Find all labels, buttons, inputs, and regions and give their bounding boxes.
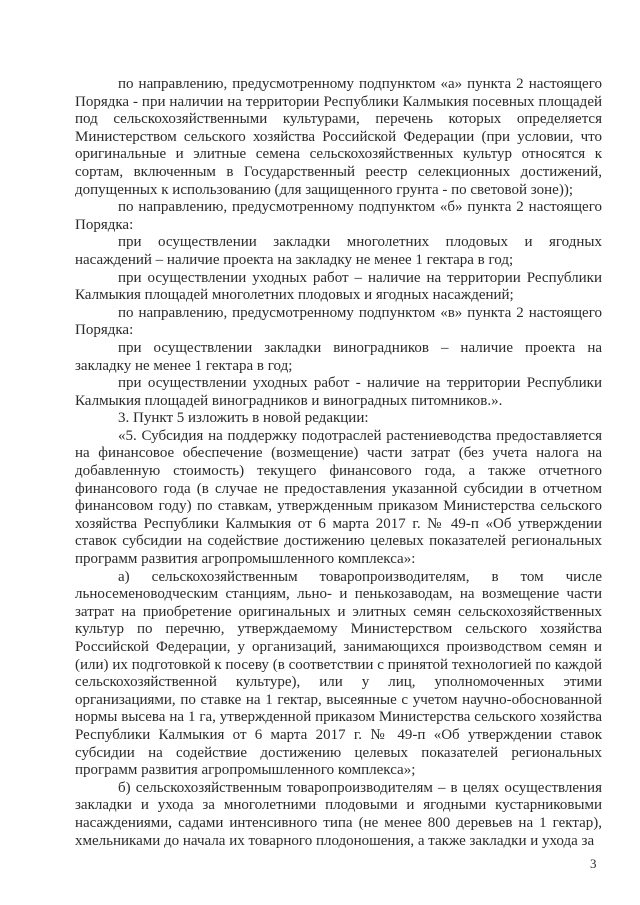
paragraph-orchard-planting: при осуществлении закладки многолетних плодовых и ягодных насаждений – наличие проекта на закладку не менее 1 гектара в год; — [75, 234, 602, 268]
paragraph-item-5: «5. Субсидия на поддержку подотраслей растениеводства предоставляется на финансовое обеспечение (возмещение) части затрат (без учета налога на добавленную стоимость) текущего финансового года, а также отчетного финансового года (в случае не предоставления указанной субсидии в отчетном финансовом году) по ставкам, утвержденным приказом Министерства сельского хозяйства Республики Калмыкия от 6 марта 2017 г. № 49-п «Об утверждении ставок субсидии на содействие достижению целевых показателей региональных программ развития агропромышленного комплекса»: — [75, 427, 602, 568]
paragraph-vineyard-care: при осуществлении уходных работ - наличие на территории Республики Калмыкия площадей виноградников и виноградных питомников.». — [75, 375, 602, 409]
paragraph-item-3: 3. Пункт 5 изложить в новой редакции: — [118, 410, 369, 427]
page-number: 3 — [590, 856, 597, 871]
paragraph-subitem-b: б) сельскохозяйственным товаропроизводителям – в целях осуществления закладки и ухода за многолетними плодовыми и ягодными кустарниковыми насаждениями, садами интенсивного типа (не менее 800 деревьев на 1 гектар), хмельниками до начала их товарного плодоношения, а также закладки и ухода за — [75, 779, 602, 849]
paragraph-subpoint-v: по направлению, предусмотренному подпунктом «в» пункта 2 настоящего Порядка: — [75, 304, 602, 339]
paragraph-orchard-care: при осуществлении уходных работ – наличие на территории Республики Калмыкия площадей многолетних плодовых и ягодных насаждений; — [75, 269, 602, 304]
paragraph-subpoint-b: по направлению, предусмотренному подпунктом «б» пункта 2 настоящего Порядка: — [75, 199, 602, 233]
document-body — [75, 76, 602, 850]
paragraph-subitem-a: а) сельскохозяйственным товаропроизводителям, в том числе льносеменоводческим станциям, льно- и пенькозаводам, на возмещение части затрат на приобретение оригинальных и элитных семян сельскохозяйственных культур по перечню, утверждаемому Министерством сельского хозяйства Российской Федерации, у организаций, занимающихся производством семян и (или) их подготовкой к посеву (в соответствии с принятой технологией по каждой сельскохозяйственной культуре), или у лиц, уполномоченных этими организациями, по ставке на 1 гектар, высеянные с учетом научно-обоснованной нормы высева на 1 га, утвержденной приказом Министерства сельского хозяйства Республики Калмыкия от 6 марта 2017 г. № 49-п «Об утверждении ставок субсидии на содействие достижению целевых показателей региональных программ развития агропромышленного комплекса»; — [75, 568, 602, 779]
paragraph-vineyard-planting: при осуществлении закладки виноградников – наличие проекта на закладку не менее 1 гектара в год; — [75, 339, 602, 374]
paragraph-seed-requirements: по направлению, предусмотренному подпунктом «а» пункта 2 настоящего Порядка - при наличии на территории Республики Калмыкия посевных площадей под сельскохозяйственными культурами, перечень которых определяется Министерством сельского хозяйства Российской Федерации (при условии, что оригинальные и элитные семена сельскохозяйственных культур относятся к сортам, включенным в Государственный реестр селекционных достижений, допущенных к использованию (для защищенного грунта - по световой зоне)); — [75, 76, 602, 198]
